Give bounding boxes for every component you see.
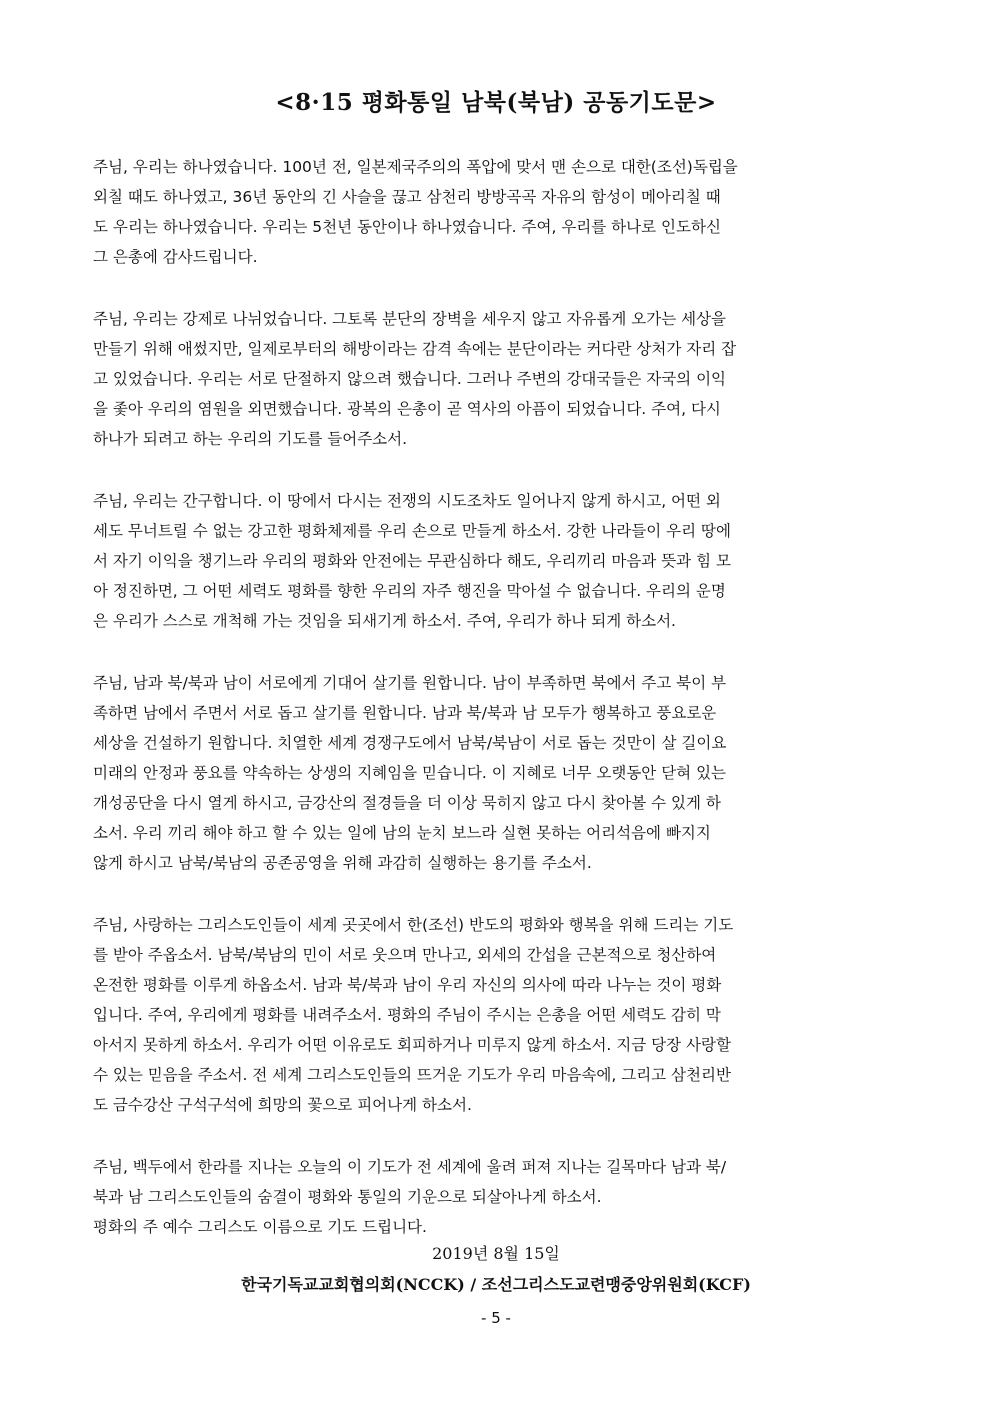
text-line: 수 있는 믿음을 주소서. 전 세계 그리스도인들의 뜨거운 기도가 우리 마음속에, 그리고 삼천리반 — [93, 1066, 731, 1084]
text-line: 주님, 백두에서 한라를 지나는 오늘의 이 기도가 전 세계에 울려 퍼져 지나는 길목마다 남과 북/ — [93, 1158, 727, 1176]
text-line: 그 은총에 감사드립니다. — [93, 248, 258, 266]
paragraph-4 — [93, 668, 899, 878]
paragraph-3 — [93, 486, 899, 636]
text-line: 세도 무너트릴 수 없는 강고한 평화체제를 우리 손으로 만들게 하소서. 강한 나라들이 우리 땅에 — [93, 522, 731, 540]
text-line: 은 우리가 스스로 개척해 가는 것임을 되새기게 하소서. 주여, 우리가 하나 되게 하소서. — [93, 612, 676, 630]
text-line: 만들기 위해 애썼지만, 일제로부터의 해방이라는 감격 속에는 분단이라는 커다란 상처가 자리 잡 — [93, 340, 737, 358]
text-line: 도 우리는 하나였습니다. 우리는 5천년 동안이나 하나였습니다. 주여, 우리를 하나로 인도하신 — [93, 218, 721, 236]
prayer-body — [93, 152, 899, 1274]
text-line: 를 받아 주옵소서. 남북/북남의 민이 서로 웃으며 만나고, 외세의 간섭을 근본적으로 청산하여 — [93, 946, 717, 964]
text-line: 을 좇아 우리의 염원을 외면했습니다. 광복의 은총이 곧 역사의 아픔이 되었습니다. 주여, 다시 — [93, 400, 721, 418]
paragraph-1 — [93, 152, 899, 272]
paragraph-5 — [93, 910, 899, 1120]
text-line: 평화의 주 예수 그리스도 이름으로 기도 드립니다. — [93, 1218, 427, 1236]
document-title: <8·15 평화통일 남북(북남) 공동기도문> — [275, 89, 717, 116]
text-line: 하나가 되려고 하는 우리의 기도를 들어주소서. — [93, 430, 408, 448]
text-line: 고 있었습니다. 우리는 서로 단절하지 않으려 했습니다. 그러나 주변의 강대국들은 자국의 이익 — [93, 370, 727, 388]
page-number: - 5 - — [481, 1309, 511, 1327]
text-line: 온전한 평화를 이루게 하옵소서. 남과 북/북과 남이 우리 자신의 의사에 따라 나누는 것이 평화 — [93, 976, 722, 994]
text-line: 입니다. 주여, 우리에게 평화를 내려주소서. 평화의 주님이 주시는 은총을 어떤 세력도 감히 막 — [93, 1006, 721, 1024]
text-line: 북과 남 그리스도인들의 숨결이 평화와 통일의 기운으로 되살아나게 하소서. — [93, 1188, 602, 1206]
text-line: 않게 하시고 남북/북남의 공존공영을 위해 과감히 실행하는 용기를 주소서. — [93, 854, 592, 872]
paragraph-2 — [93, 304, 899, 454]
text-line: 아 정진하면, 그 어떤 세력도 평화를 향한 우리의 자주 행진을 막아설 수 없습니다. 우리의 운명 — [93, 582, 726, 600]
paragraph-6 — [93, 1152, 899, 1242]
text-line: 서 자기 이익을 챙기느라 우리의 평화와 안전에는 무관심하다 해도, 우리끼리 마음과 뜻과 힘 모 — [93, 552, 731, 570]
document-date: 2019년 8월 15일 — [432, 1244, 560, 1263]
text-line: 주님, 사랑하는 그리스도인들이 세계 곳곳에서 한(조선) 반도의 평화와 행복을 위해 드리는 기도 — [93, 916, 734, 934]
text-line: 족하면 남에서 주면서 서로 돕고 살기를 원합니다. 남과 북/북과 남 모두가 행복하고 풍요로운 — [93, 704, 717, 722]
text-line: 세상을 건설하기 원합니다. 치열한 세계 경쟁구도에서 남북/북남이 서로 돕는 것만이 살 길이요 — [93, 734, 727, 752]
text-line: 외칠 때도 하나였고, 36년 동안의 긴 사슬을 끊고 삼천리 방방곡곡 자유의 함성이 메아리칠 때 — [93, 188, 721, 206]
text-line: 미래의 안정과 풍요를 약속하는 상생의 지혜임을 믿습니다. 이 지혜로 너무 오랫동안 닫혀 있는 — [93, 764, 727, 782]
text-line: 주님, 우리는 하나였습니다. 100년 전, 일본제국주의의 폭압에 맞서 맨 손으로 대한(조선)독립을 — [93, 158, 738, 176]
text-line: 소서. 우리 끼리 해야 하고 할 수 있는 일에 남의 눈치 보느라 실현 못하는 어리석음에 빠지지 — [93, 824, 711, 842]
text-line: 주님, 우리는 강제로 나뉘었습니다. 그토록 분단의 장벽을 세우지 않고 자유롭게 오가는 세상을 — [93, 310, 727, 328]
text-line: 주님, 남과 북/북과 남이 서로에게 기대어 살기를 원합니다. 남이 부족하면 북에서 주고 북이 부 — [93, 674, 727, 692]
text-line: 주님, 우리는 간구합니다. 이 땅에서 다시는 전쟁의 시도조차도 일어나지 않게 하시고, 어떤 외 — [93, 492, 721, 510]
text-line: 아서지 못하게 하소서. 우리가 어떤 이유로도 회피하거나 미루지 않게 하소서. 지금 당장 사랑할 — [93, 1036, 731, 1054]
signatory-organizations: 한국기독교교회협의회(NCCK) / 조선그리스도교련맹중앙위원회(KCF) — [241, 1275, 751, 1294]
text-line: 도 금수강산 구석구석에 희망의 꽃으로 피어나게 하소서. — [93, 1096, 472, 1114]
text-line: 개성공단을 다시 열게 하시고, 금강산의 절경들을 더 이상 묵히지 않고 다시 찾아볼 수 있게 하 — [93, 794, 721, 812]
